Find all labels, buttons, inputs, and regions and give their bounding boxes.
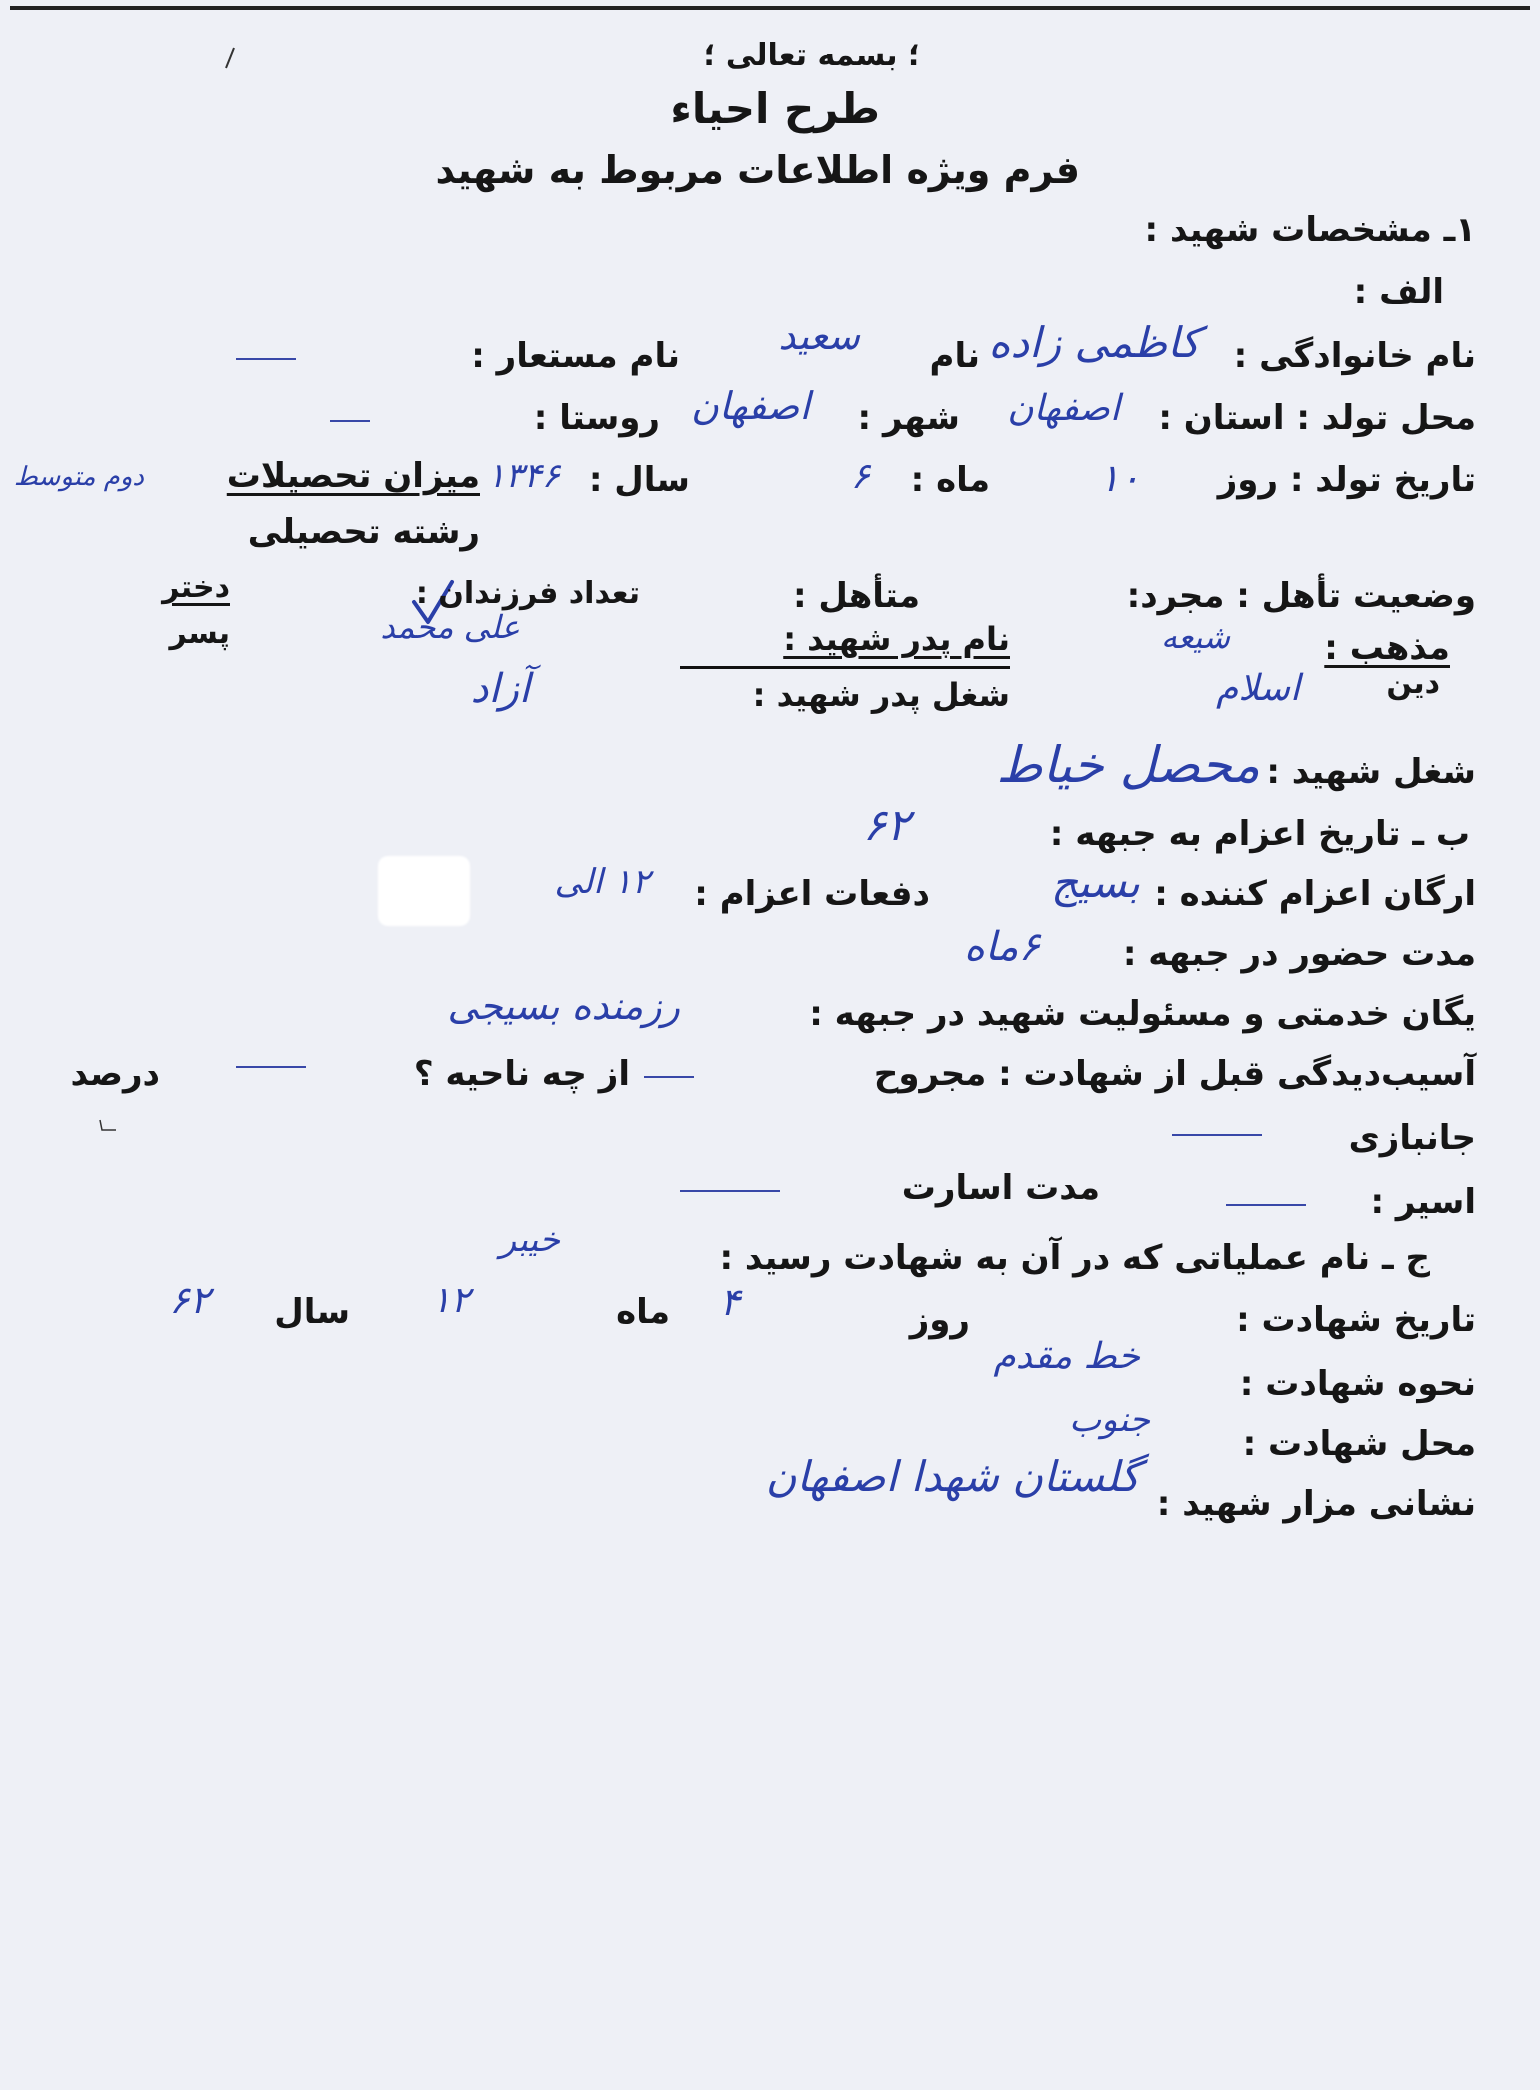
injury-where-label: از چه ناحیه ؟ — [413, 1054, 630, 1094]
name-value: سعید — [778, 314, 860, 358]
stray-pen-mark — [220, 44, 240, 74]
correction-fluid-mark — [378, 856, 470, 926]
veteran-label: جانبازی — [1348, 1118, 1476, 1158]
daughter-label: دختر — [162, 570, 230, 605]
place-value: جنوب — [1069, 1400, 1150, 1440]
birth-month-label: ماه : — [910, 460, 990, 500]
dispatch-count-value: ۱۲ الی — [554, 862, 650, 902]
birth-year-label: سال : — [588, 460, 690, 500]
province-value: اصفهان — [1007, 388, 1120, 429]
stray-pen-mark — [96, 1116, 120, 1136]
education-level-label: میزان تحصیلات — [226, 456, 480, 496]
birthplace-label: محل تولد : استان : — [1158, 398, 1476, 438]
unit-value: رزمنده بسیجی — [447, 984, 680, 1028]
father-name-value: علی محمد — [380, 608, 520, 646]
org-value: بسیج — [1051, 858, 1140, 907]
part-a-label: الف : — [1353, 272, 1444, 312]
captive-blank — [1226, 1204, 1306, 1206]
injury-where-blank — [236, 1066, 306, 1068]
duration-value: ۶ماه — [963, 924, 1040, 970]
family-name-value: کاظمی زاده — [988, 318, 1200, 367]
form-subtitle: فرم ویژه اطلاعات مربوط به شهید — [435, 148, 1080, 192]
religion-value: اسلام — [1216, 668, 1300, 709]
martyr-month-label: ماه — [616, 1292, 670, 1332]
manner-value: خط مقدم — [993, 1336, 1140, 1377]
city-label: شهر : — [857, 398, 960, 438]
children-label: تعداد فرزندان : — [415, 576, 640, 611]
job-value: محصل خیاط — [996, 736, 1260, 794]
martyr-month-value: ۱۲ — [431, 1280, 470, 1321]
marital-label: وضعیت تأهل : مجرد: — [1126, 576, 1476, 616]
operation-value: خیبر — [499, 1220, 560, 1260]
veteran-blank — [1172, 1134, 1262, 1136]
son-label: پسر — [169, 616, 230, 651]
duration-label: مدت حضور در جبهه : — [1122, 934, 1476, 974]
father-job-value: آزاد — [470, 666, 530, 712]
birth-day-value: ۱۰ — [1099, 456, 1140, 500]
married-label: متأهل : — [792, 576, 920, 616]
injury-blank — [644, 1076, 694, 1078]
org-label: ارگان اعزام کننده : — [1154, 874, 1476, 914]
father-name-line — [680, 666, 1010, 669]
part-b-label: ب ـ تاریخ اعزام به جبهه : — [1049, 814, 1470, 854]
birth-year-value: ۱۳۴۶ — [486, 456, 560, 496]
place-label: محل شهادت : — [1242, 1424, 1476, 1464]
name-label: نام — [929, 336, 980, 376]
form-title: طرح احیاء — [670, 84, 880, 133]
village-label: روستا : — [533, 398, 660, 438]
sect-value: شیعه — [1160, 618, 1230, 656]
top-border — [10, 6, 1530, 10]
martyr-year-value: ۶۲ — [169, 1278, 210, 1322]
religion-label: دین — [1386, 666, 1440, 701]
section-heading: ۱ـ مشخصات شهید : — [1144, 210, 1476, 250]
martyr-date-label: تاریخ شهادت : — [1236, 1300, 1476, 1340]
part-c-label: ج ـ نام عملیاتی که در آن به شهادت رسید : — [719, 1238, 1430, 1278]
alias-blank — [236, 358, 296, 360]
basmala: ؛ بسمه تعالی ؛ — [703, 38, 920, 73]
martyr-day-value: ۴ — [719, 1280, 740, 1324]
father-name-label: نام پدر شهید : — [783, 620, 1010, 658]
father-job-label: شغل پدر شهید : — [752, 676, 1010, 714]
city-value: اصفهان — [690, 384, 810, 428]
education-level-value: دوم متوسط — [13, 462, 144, 492]
martyr-day-label: روز — [909, 1300, 970, 1340]
injury-label: آسیب‌دیدگی قبل از شهادت : مجروح — [873, 1054, 1476, 1094]
field-label: رشته تحصیلی — [247, 512, 480, 552]
village-blank — [330, 420, 370, 422]
dispatch-count-label: دفعات اعزام : — [694, 874, 930, 914]
alias-label: نام مستعار : — [471, 336, 680, 376]
job-label: شغل شهید : — [1266, 752, 1476, 792]
family-name-label: نام خانوادگی : — [1233, 336, 1476, 376]
captive-label: اسیر : — [1370, 1182, 1476, 1222]
captivity-label: مدت اسارت — [901, 1168, 1100, 1208]
captivity-blank — [680, 1190, 780, 1192]
grave-value: گلستان شهدا اصفهان — [765, 1452, 1140, 1501]
martyr-year-label: سال — [274, 1292, 350, 1332]
birth-month-value: ۶ — [850, 456, 870, 497]
dispatch-date-value: ۶۲ — [862, 800, 910, 851]
percent-label: درصد — [70, 1054, 160, 1094]
sect-label: مذهب : — [1324, 628, 1450, 668]
manner-label: نحوه شهادت : — [1239, 1364, 1476, 1404]
unit-label: یگان خدمتی و مسئولیت شهید در جبهه : — [809, 994, 1476, 1034]
birthdate-label: تاریخ تولد : روز — [1217, 460, 1476, 500]
grave-label: نشانی مزار شهید : — [1156, 1484, 1476, 1524]
